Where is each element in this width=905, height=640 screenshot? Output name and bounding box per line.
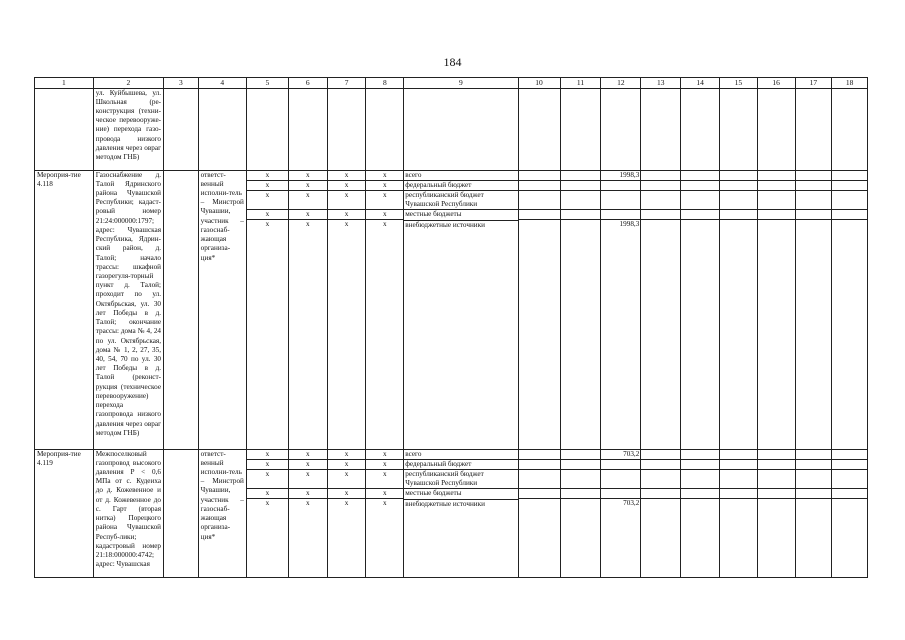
column-number: 3 — [164, 78, 199, 89]
cell-x: x — [366, 191, 403, 210]
cell-x: x — [289, 470, 327, 489]
column-number: 17 — [795, 78, 832, 89]
cell-x: x — [289, 180, 327, 190]
amount-value: 703,2 — [623, 498, 640, 507]
column-number: 8 — [366, 78, 404, 89]
column-number: 18 — [832, 78, 868, 89]
column-number: 13 — [641, 78, 681, 89]
cell-x: x — [289, 450, 327, 460]
column-number: 2 — [93, 78, 163, 89]
column-number: 15 — [719, 78, 757, 89]
cell-x: x — [366, 180, 403, 190]
cell-x: x — [366, 459, 403, 469]
column-number: 6 — [288, 78, 327, 89]
column-number: 11 — [560, 78, 601, 89]
amount-value: 1998,3 — [619, 219, 640, 228]
amount-value — [601, 469, 640, 488]
event-executor: ответст-венный исполни-тель – Минстрой Чувашии, участник – газоснаб-жающая организа-ция* — [198, 170, 246, 449]
funding-source: республиканский бюджет Чувашской Республики — [404, 191, 517, 210]
event-id: Мероприя-тие 4.119 — [35, 449, 94, 577]
column-number-row — [35, 78, 868, 89]
funding-source: местные бюджеты — [404, 489, 517, 499]
cell-x: x — [247, 191, 288, 210]
cell-x: x — [265, 220, 270, 229]
cell-x: x — [328, 171, 366, 181]
continuation-row — [35, 88, 868, 170]
column-number: 7 — [327, 78, 366, 89]
column-number: 5 — [246, 78, 288, 89]
column-number: 10 — [518, 78, 560, 89]
funding-source: всего — [404, 450, 517, 460]
cell-x: x — [247, 171, 288, 181]
cell-x: x — [344, 499, 349, 508]
cell-x: x — [328, 210, 366, 220]
event-row — [35, 170, 868, 449]
cell-x: x — [344, 220, 349, 229]
cell-x: x — [328, 489, 366, 499]
cell-x: x — [289, 210, 327, 220]
cell-x: x — [305, 220, 310, 229]
cell-x: x — [328, 459, 366, 469]
amount-value: 703,2 — [601, 450, 640, 460]
cell-x: x — [328, 191, 366, 210]
column-number: 1 — [35, 78, 94, 89]
amount-value — [601, 488, 640, 498]
cell-x: x — [383, 220, 387, 229]
cell-x: x — [366, 489, 403, 499]
column-number: 16 — [757, 78, 795, 89]
cell-x: x — [328, 470, 366, 489]
cell-x: x — [247, 210, 288, 220]
funding-source: федеральный бюджет — [404, 180, 517, 190]
cell-x: x — [366, 171, 403, 181]
cell-x: x — [289, 489, 327, 499]
column-number: 4 — [198, 78, 246, 89]
funding-source: внебюджетные источники — [405, 220, 485, 229]
funding-source: местные бюджеты — [404, 210, 517, 220]
column-number: 9 — [404, 78, 518, 89]
cell-x: x — [328, 180, 366, 190]
event-description: Межпоселковый газопровод высокого давления P < 0,6 МПа от с. Кудеиха до д. Кожевенное и от д. Кожевенное до с. Гарт (вторая нитка) Порецкого района Чувашской Респуб-лики; кадастровый номер 21:18:000000:4742; адрес: Чувашская — [93, 449, 163, 577]
amount-value — [601, 190, 640, 209]
cell-x: x — [247, 470, 288, 489]
cell-x: x — [366, 450, 403, 460]
amount-value — [601, 459, 640, 469]
cell-x: x — [289, 171, 327, 181]
cell-x: x — [366, 470, 403, 489]
cell-x: x — [366, 210, 403, 220]
cell-x: x — [265, 499, 270, 508]
event-description: Газоснабжение д. Талой Ядринского района Чувашской Республики; кадаст-ровый номер 21:24:000000:1797; адрес: Чувашская Республика, Ядрин-ский район, д. Талой; начало трассы: шкафной газорегуля-торный пункт д. Талой; проходит по ул. Октябрьская, ул. 30 лет Победы в д. Талой; окончание трассы: дома № 4, 24 по ул. Октябрьская, дома № 1, 2, 27, 35, 40, 54, 70 по ул. 30 лет Победы в д. Талой (реконст-рукция (техническое перевооружение) перехода газопровода низкого давления через овраг методом ГНБ) — [93, 170, 163, 449]
funding-source: федеральный бюджет — [404, 459, 517, 469]
event-executor: ответст-венный исполни-тель – Минстрой Чувашии, участник – газоснаб-жающая организа-ция* — [198, 449, 246, 577]
funding-source: внебюджетные источники — [405, 499, 485, 508]
cell-x: x — [289, 459, 327, 469]
cell-x: x — [247, 180, 288, 190]
amount-value — [601, 209, 640, 219]
cell-x: x — [247, 459, 288, 469]
amount-value: 1998,3 — [601, 171, 640, 181]
continuation-description: ул. Куйбышева, ул. Школьная (ре-конструкция (техни-ческое перевооруже-ние) перехода газо-провода низкого давления через овраг методом ГНБ) — [93, 88, 163, 170]
event-row — [35, 449, 868, 577]
column-number: 12 — [601, 78, 641, 89]
cell-x: x — [328, 450, 366, 460]
cell-x: x — [289, 191, 327, 210]
cell-x: x — [305, 499, 310, 508]
column-number: 14 — [681, 78, 720, 89]
funding-source: всего — [404, 171, 517, 181]
page-number: 184 — [443, 55, 462, 69]
event-id: Мероприя-тие 4.118 — [35, 170, 94, 449]
cell-x: x — [383, 499, 387, 508]
funding-source: республиканский бюджет Чувашской Республики — [404, 470, 517, 489]
cell-x: x — [247, 450, 288, 460]
cell-x: x — [247, 489, 288, 499]
program-table — [34, 77, 868, 578]
amount-value — [601, 180, 640, 190]
